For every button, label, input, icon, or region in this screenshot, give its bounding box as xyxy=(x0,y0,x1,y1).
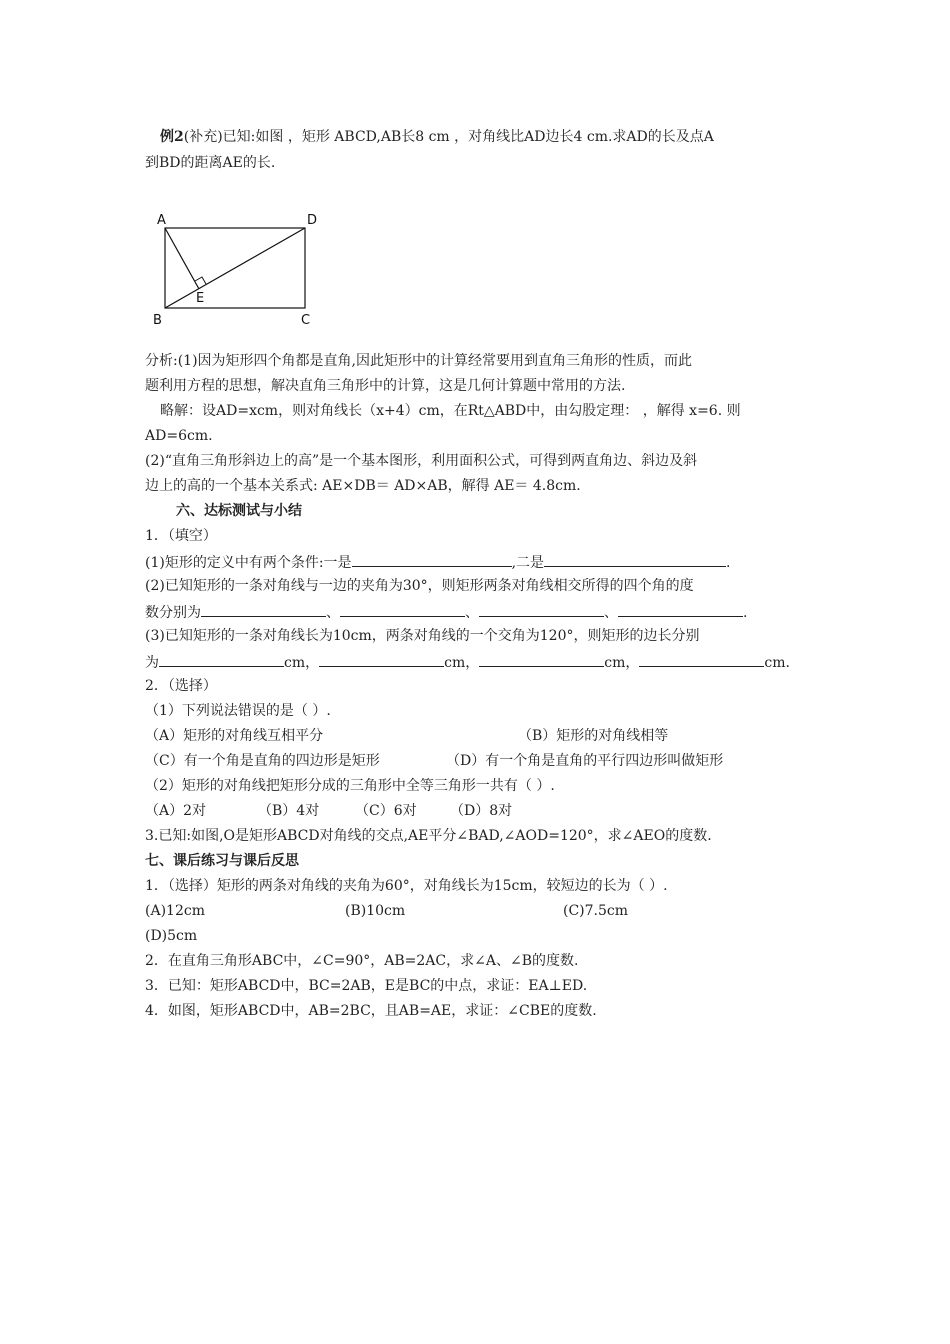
s6-q2-option-c: （C）有一个角是直角的四边形是矩形 xyxy=(145,753,380,769)
s7-q1: 1．（选择）矩形的两条对角线的夹角为60°，对角线长为15cm，较短边的长为（ ）. xyxy=(145,878,668,894)
answer-blank[interactable] xyxy=(618,602,743,617)
label-b: B xyxy=(153,313,162,328)
s6-q1-2a: (2)已知矩形的一条对角线与一边的夹角为30°，则矩形两条对角线相交所得的四个角的度 xyxy=(145,578,694,594)
analysis-line-1: 分析:(1)因为矩形四个角都是直角,因此矩形中的计算经常要用到直角三角形的性质，而此 xyxy=(145,353,692,369)
example-2-line-2: 到BD的距离AE的长. xyxy=(145,155,276,171)
answer-blank[interactable] xyxy=(159,652,284,667)
answer-blank[interactable] xyxy=(479,602,604,617)
s7-q1-option-c: (C)7.5cm xyxy=(563,903,629,919)
example-2-line-1: 例2(补充)已知:如图 ，矩形 ABCD,AB长8 cm ，对角线比AD边长4 cm.求AD的长及点A xyxy=(160,129,714,145)
s6-q2-option-d: （D）有一个角是直角的平行四边形叫做矩形 xyxy=(446,753,724,769)
s6-q2: 2．（选择） xyxy=(145,678,217,694)
analysis-line-2: 题利用方程的思想，解决直角三角形中的计算，这是几何计算题中常用的方法. xyxy=(145,378,626,394)
analysis-line-5: (2)“直角三角形斜边上的高”是一个基本图形，利用面积公式，可得到两直角边、斜边及斜 xyxy=(145,453,698,469)
answer-blank[interactable] xyxy=(544,552,726,567)
s7-q3: 3．已知：矩形ABCD中，BC=2AB，E是BC的中点，求证：EA⊥ED. xyxy=(145,978,588,994)
segment-ae xyxy=(165,228,199,289)
answer-blank[interactable] xyxy=(319,652,444,667)
diagonal-bd xyxy=(165,228,305,308)
s6-q1-2b: 数分别为 、 、 、 . xyxy=(145,602,747,622)
s6-q2-2-option-a: （A）2对 xyxy=(145,803,207,819)
s7-q2: 2．在直角三角形ABC中，∠C=90°，AB=2AC，求∠A、∠B的度数. xyxy=(145,953,579,969)
s6-q2-2-option-b: （B）4对 xyxy=(258,803,320,819)
answer-blank[interactable] xyxy=(639,652,764,667)
s7-q1-option-a: (A)12cm xyxy=(145,903,205,919)
s7-q4: 4．如图，矩形ABCD中，AB=2BC，且AB=AE，求证：∠CBE的度数. xyxy=(145,1003,597,1019)
example-2-label: 例2 xyxy=(160,129,184,145)
label-c: C xyxy=(301,313,311,328)
s6-q2-2: （2）矩形的对角线把矩形分成的三角形中全等三角形一共有（ ）. xyxy=(145,778,555,794)
section-7-title: 七、课后练习与课后反思 xyxy=(145,853,299,869)
analysis-line-3: 略解：设AD=xcm，则对角线长（x+4）cm，在Rt△ABD中，由勾股定理： ，解得 x=6. 则 xyxy=(160,403,741,419)
s7-q1-option-b: (B)10cm xyxy=(345,903,406,919)
label-e: E xyxy=(196,291,205,306)
s6-q2-2-option-d: （D）8对 xyxy=(450,803,513,819)
s6-q2-option-b: （B）矩形的对角线相等 xyxy=(518,728,669,744)
s6-q2-option-a: （A）矩形的对角线互相平分 xyxy=(145,728,324,744)
s6-q1-3b: 为 cm， cm， cm， cm. xyxy=(145,652,790,672)
analysis-line-6: 边上的高的一个基本关系式: AE×DB＝ AD×AB，解得 AE＝ 4.8cm. xyxy=(145,478,581,494)
rectangle-figure xyxy=(148,208,328,328)
answer-blank[interactable] xyxy=(340,602,465,617)
s6-q1-3a: (3)已知矩形的一条对角线长为10cm，两条对角线的一个交角为120°，则矩形的边长分别 xyxy=(145,628,700,644)
s6-q3: 3.已知:如图,O是矩形ABCD对角线的交点,AE平分∠BAD,∠AOD=120°，求∠AEO的度数. xyxy=(145,828,712,844)
s7-q1-option-d: (D)5cm xyxy=(145,928,198,944)
answer-blank[interactable] xyxy=(201,602,326,617)
s6-q2-1: （1）下列说法错误的是（ ）. xyxy=(145,703,331,719)
answer-blank[interactable] xyxy=(352,552,512,567)
right-angle-mark xyxy=(195,277,206,284)
answer-blank[interactable] xyxy=(479,652,604,667)
label-d: D xyxy=(307,213,318,228)
s6-q1: 1．（填空） xyxy=(145,528,217,544)
label-a: A xyxy=(157,213,166,228)
s6-q2-2-option-c: （C）6对 xyxy=(355,803,417,819)
s6-q1-1: (1)矩形的定义中有两个条件:一是 ,二是 . xyxy=(145,552,730,572)
section-6-title: 六、达标测试与小结 xyxy=(176,503,302,519)
analysis-line-4: AD=6cm. xyxy=(145,428,213,444)
